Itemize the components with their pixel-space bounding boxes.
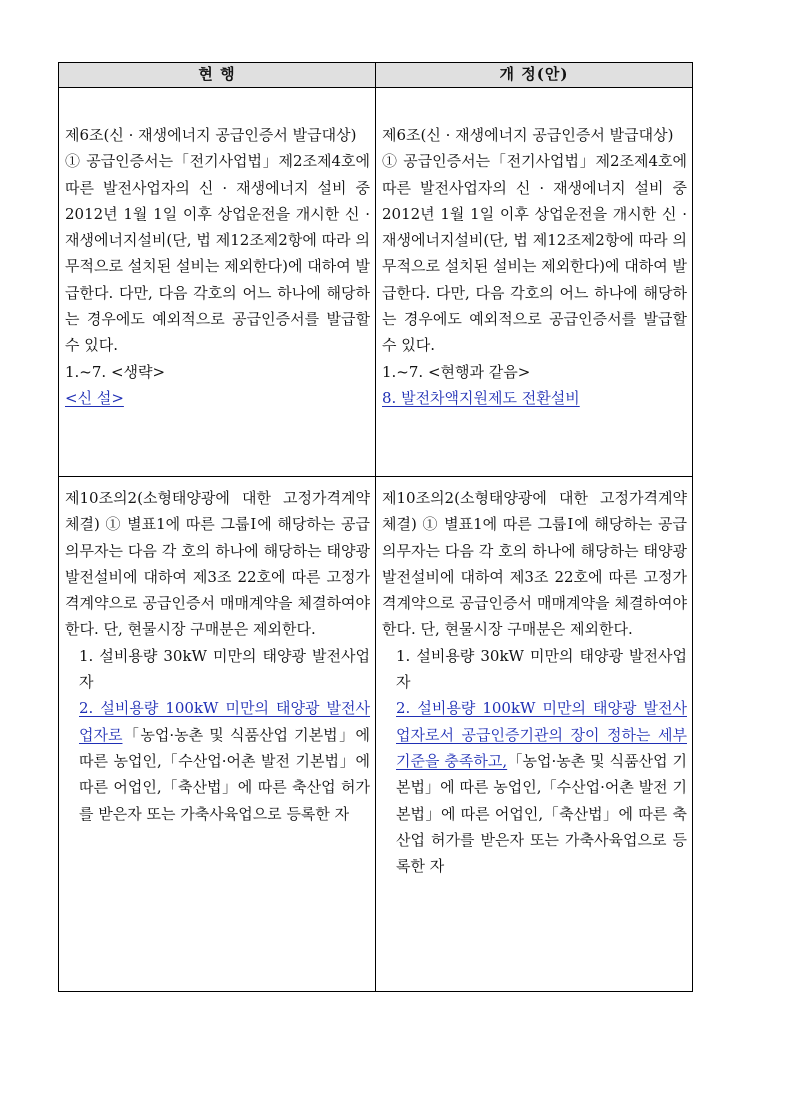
article-paragraph: 제10조의2(소형태양광에 대한 고정가격계약 체결) ① 별표1에 따른 그룹Ⅰ에 해당하는 공급의무자는 다음 각 호의 하나에 해당하는 태양광발전설비에 대하여 제3조 22호에 따른 고정가격계약으로 공급인증서 매매계약을 체결하여야 한다. 단, 현물시장 구매분은 제외한다. — [382, 489, 687, 639]
article-paragraph: ① 공급인증서는「전기사업법」제2조제4호에 따른 발전사업자의 신 · 재생에너지 설비 중 2012년 1월 1일 이후 상업운전을 개시한 신 · 재생에너지설비(단, 법 제12조제2항에 따라 의무적으로 설치된 설비는 제외한다)에 대하여 발급한다. 다만, 다음 각호의 어느 하나에 해당하는 경우에도 예외적으로 공급인증서를 발급할 수 있다. — [65, 152, 371, 355]
header-current: 현 행 — [59, 63, 376, 88]
article-6-row — [59, 88, 693, 477]
article-item-1: 1. 설비용량 30kW 미만의 태양광 발전사업자 — [79, 646, 370, 692]
article-6-revised — [376, 88, 693, 477]
article-item-2-rest: 「농업·농촌 및 식품산업 기본법」에 따른 농업인,「수산업·어촌 발전 기본법」에 따른 어업인,「축산법」에 따른 축산업 허가를 받은자 또는 가축사육업으로 등록한 자 — [79, 725, 370, 823]
article-title: 제6조(신 · 재생에너지 공급인증서 발급대상) — [65, 126, 357, 144]
article-6-current — [59, 88, 376, 477]
amended-clause: 8. 발전차액지원제도 전환설비 — [382, 388, 580, 407]
article-item-2-rest: 「농업·농촌 및 식품산업 기본법」에 따른 농업인,「수산업·어촌 발전 기본법」에 따른 어업인,「축산법」에 따른 축산업 허가를 받은자 또는 가축사육업으로 등록한 자 — [396, 751, 688, 876]
article-items: 1.~7. <현행과 같음> — [382, 362, 531, 381]
header-revised: 개 정(안) — [376, 63, 693, 88]
article-10-2-revised — [376, 477, 693, 992]
amended-clause: 2. 설비용량 100kW 미만의 태양광 발전사업자로서 공급인증기관의 장이 정하는 세부기준을 충족하고, — [396, 699, 687, 770]
article-items: 1.~7. <생략> — [65, 362, 166, 381]
underlined-clause: 2. 설비용량 100kW 미만의 태양광 발전사업자로 — [79, 699, 370, 744]
article-10-2-row — [59, 477, 693, 992]
article-paragraph: ① 공급인증서는「전기사업법」제2조제4호에 따른 발전사업자의 신 · 재생에너지 설비 중 2012년 1월 1일 이후 상업운전을 개시한 신 · 재생에너지설비(단, 법 제12조제2항에 따라 의무적으로 설치된 설비는 제외한다)에 대하여 발급한다. 다만, 다음 각호의 어느 하나에 해당하는 경우에도 예외적으로 공급인증서를 발급할 수 있다. — [382, 152, 688, 355]
header-row — [59, 63, 693, 88]
article-title: 제6조(신 · 재생에너지 공급인증서 발급대상) — [382, 126, 674, 144]
new-clause-marker: <신 설> — [65, 388, 124, 407]
comparison-table — [58, 62, 693, 992]
article-10-2-current — [59, 477, 376, 992]
article-paragraph: 제10조의2(소형태양광에 대한 고정가격계약 체결) ① 별표1에 따른 그룹Ⅰ에 해당하는 공급의무자는 다음 각 호의 하나에 해당하는 태양광발전설비에 대하여 제3조 22호에 따른 고정가격계약으로 공급인증서 매매계약을 체결하여야 한다. 단, 현물시장 구매분은 제외한다. — [65, 489, 370, 639]
article-item-1: 1. 설비용량 30kW 미만의 태양광 발전사업자 — [396, 646, 687, 692]
